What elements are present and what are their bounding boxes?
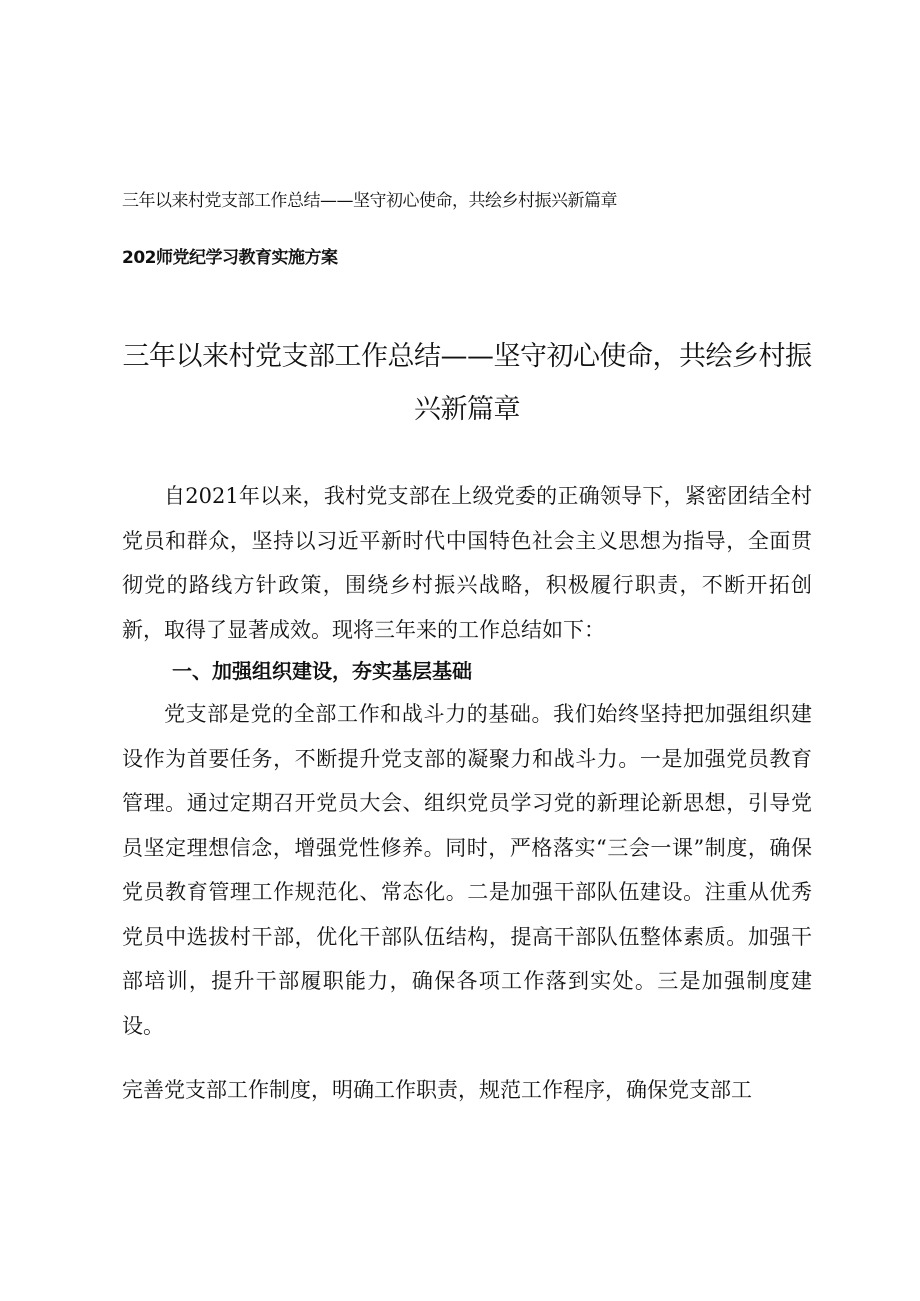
section-heading-1: 一、加强组织建设，夯实基层基础 [172, 659, 472, 683]
intro-paragraph: 自2021年以来，我村党支部在上级党委的正确领导下，紧密团结全村党员和群众，坚持以习近平新时代中国特色社会主义思想为指导，全面贯彻党的路线方针政策，围绕乡村振兴战略，积极履行职责，不断开拓创新，取得了显著成效。现将三年来的工作总结如下： [122, 484, 812, 642]
continuation-line: 完善党支部工作制度，明确工作职责，规范工作程序，确保党支部工 [122, 1078, 752, 1102]
toc-item-work-summary[interactable]: 三年以来村党支部工作总结——坚守初心使命，共绘乡村振兴新篇章 [122, 191, 617, 211]
intro-section [122, 474, 812, 652]
section-1-body [122, 692, 812, 1048]
section-1-paragraph: 党支部是党的全部工作和战斗力的基础。我们始终坚持把加强组织建设作为首要任务，不断提升党支部的凝聚力和战斗力。一是加强党员教育管理。通过定期召开党员大会、组织党员学习党的新理论新思想，引导党员坚定理想信念，增强党性修养。同时，严格落实“三会一课”制度，确保党员教育管理工作规范化、常态化。二是加强干部队伍建设。注重从优秀党员中选拔村干部，优化干部队伍结构，提高干部队伍整体素质。加强干部培训，提升干部履职能力，确保各项工作落到实处。三是加强制度建设。 [122, 702, 812, 1038]
toc-item-discipline-plan[interactable]: 202师党纪学习教育实施方案 [122, 248, 338, 268]
document-title: 三年以来村党支部工作总结——坚守初心使命，共绘乡村振兴新篇章 [122, 341, 812, 425]
